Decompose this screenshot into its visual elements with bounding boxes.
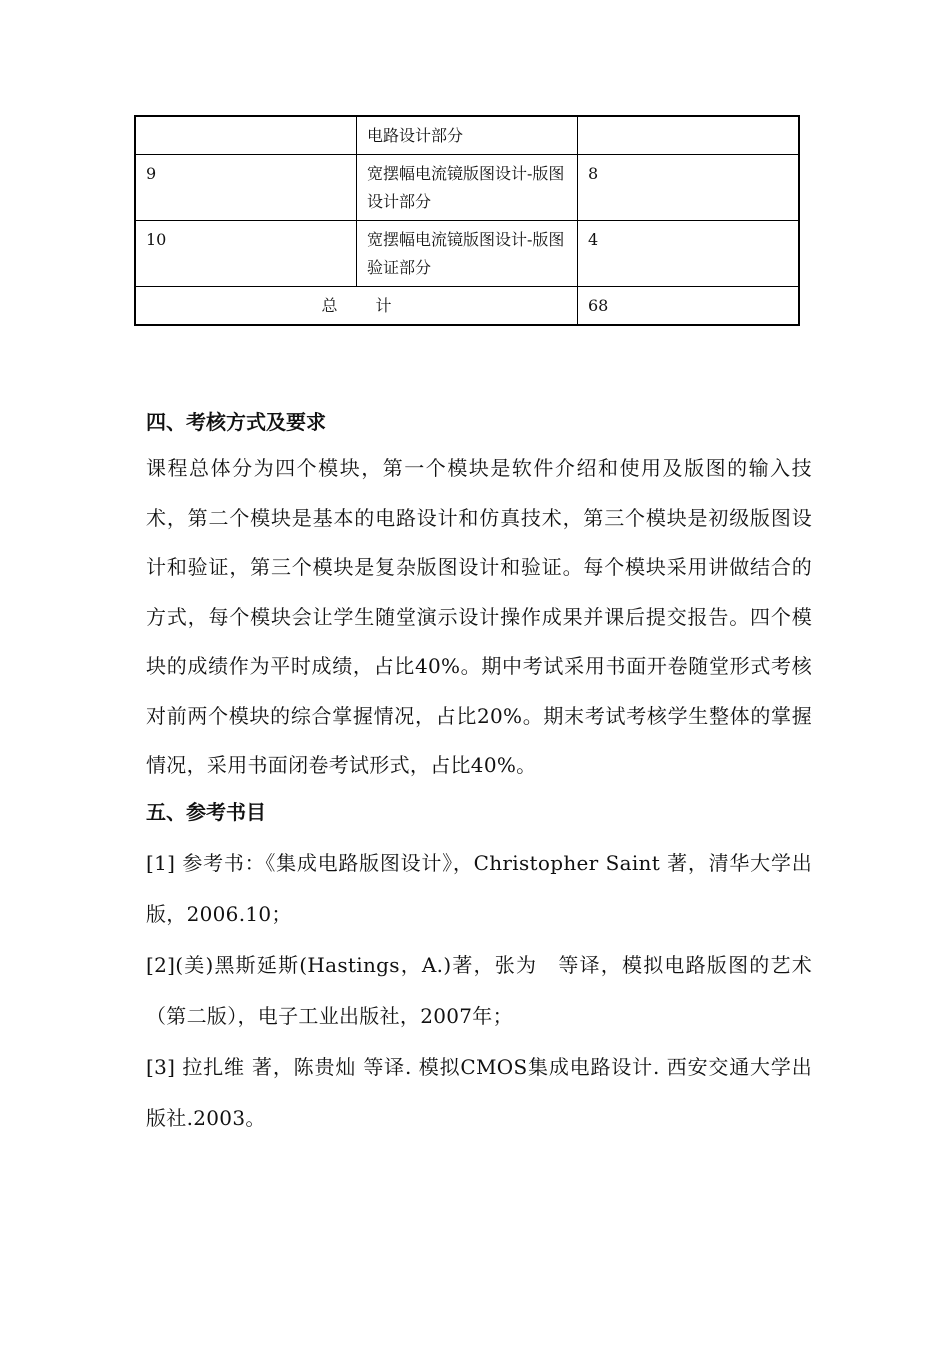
reference-item: [2](美)黑斯延斯(Hastings，A.)著，张为 等译，模拟电路版图的艺术（第二版），电子工业出版社，2007年； [146,952,812,1028]
total-value: 68 [578,287,800,326]
table-row [135,155,799,221]
table-cell-hours: 8 [578,155,800,221]
total-label-char-1: 总 [321,296,338,315]
total-label-char-2: 计 [375,296,392,315]
section-heading-references: 五、参考书目 [146,799,266,824]
table-cell-content: 电路设计部分 [357,116,578,155]
reference-item: [3] 拉扎维 著，陈贵灿 等译. 模拟CMOS集成电路设计. 西安交通大学出版社.2003。 [146,1054,812,1130]
table-cell-number [135,116,357,155]
table-cell-number: 9 [135,155,357,221]
table-total-row [135,287,799,326]
assessment-paragraph: 课程总体分为四个模块，第一个模块是软件介绍和使用及版图的输入技术，第二个模块是基本的电路设计和仿真技术，第三个模块是初级版图设计和验证，第三个模块是复杂版图设计和验证。每个模块采用讲做结合的方式，每个模块会让学生随堂演示设计操作成果并课后提交报告。四个模块的成绩作为平时成绩，占比40%。期中考试采用书面开卷随堂形式考核对前两个模块的综合掌握情况，占比20%。期末考试考核学生整体的掌握情况，采用书面闭卷考试形式，占比40%。 [146,456,812,777]
table-row [135,116,799,155]
total-label [135,287,578,326]
reference-item: [1] 参考书：《集成电路版图设计》，Christopher Saint 著，清华大学出版，2006.10； [146,850,812,926]
table-cell-hours: 4 [578,221,800,287]
table-cell-content: 宽摆幅电流镜版图设计-版图设计部分 [357,155,578,221]
table-cell-hours [578,116,800,155]
hours-table [134,115,800,326]
table-cell-content: 宽摆幅电流镜版图设计-版图验证部分 [357,221,578,287]
section-heading-assessment: 四、考核方式及要求 [146,410,326,434]
table-row [135,221,799,287]
table-cell-number: 10 [135,221,357,287]
document-body [146,402,812,1144]
